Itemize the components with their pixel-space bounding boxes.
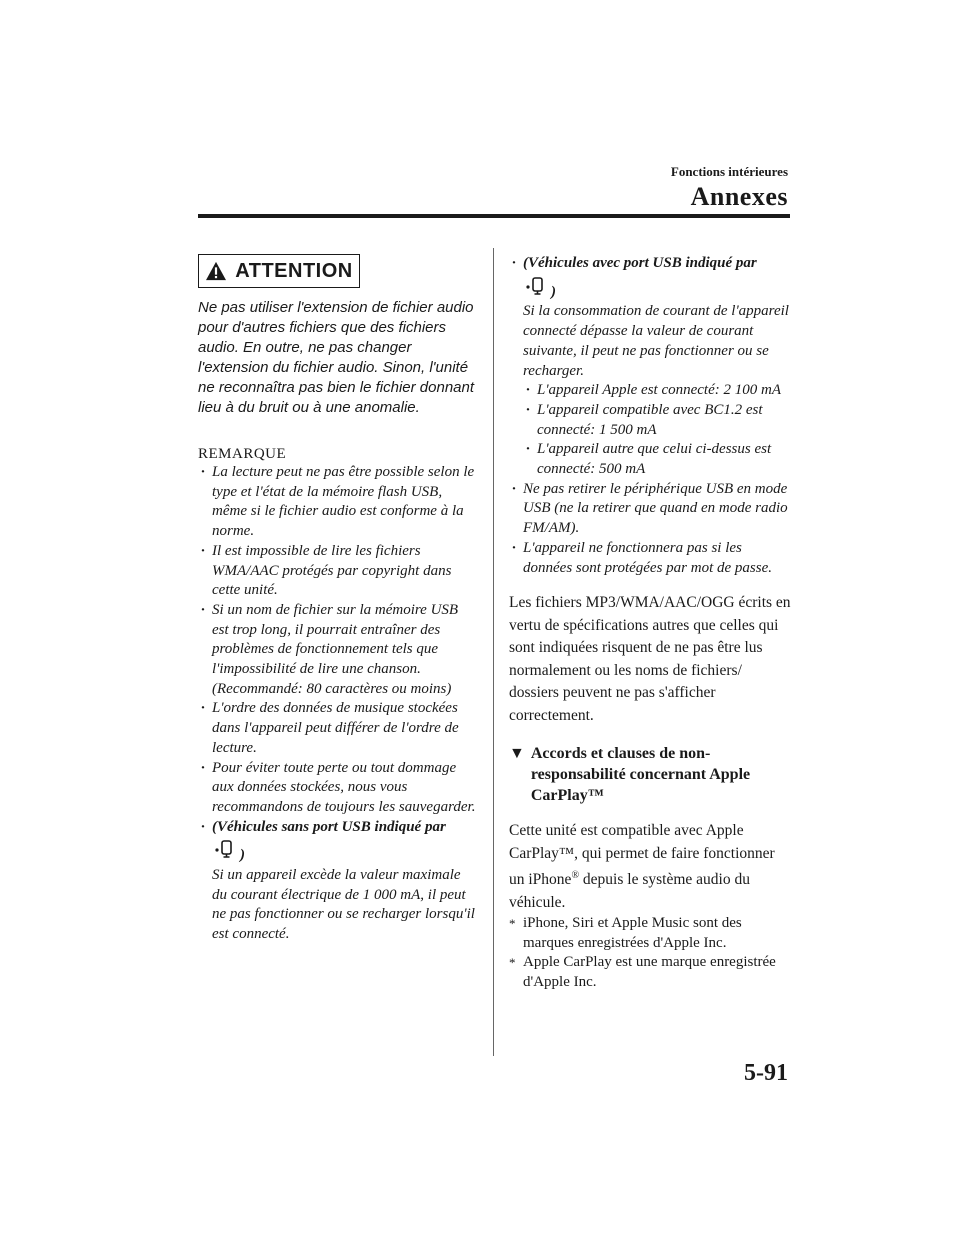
note-item: · L'ordre des données de musique stockées dans l'appareil peut différer de l'ordre de lecture.	[198, 699, 478, 758]
current-sub-list	[509, 381, 791, 480]
note-item-no-port	[198, 818, 478, 945]
with-port-text: Si la consommation de courant de l'appareil connecté dépasse la valeur de courant suivante, il peut ne pas fonctionner ou se recharger.	[523, 303, 789, 379]
asterisk-icon: *	[509, 916, 516, 932]
right-column	[509, 254, 791, 992]
note-list	[198, 463, 478, 945]
current-sub-item: · L'appareil compatible avec BC1.2 est connecté: 1 500 mA	[523, 401, 791, 440]
registered-mark: ®	[571, 870, 580, 882]
trademark-item: * iPhone, Siri et Apple Music sont des marques enregistrées d'Apple Inc.	[509, 915, 742, 951]
file-format-paragraph: Les fichiers MP3/WMA/AAC/OGG écrits en vertu de spécifications autres que celles qui sont indiquées risquent de ne pas être lus normalement ou les noms de fichiers/ dossiers peuvent ne pas s'afficher correctement.	[509, 594, 791, 724]
attention-box	[198, 254, 360, 288]
carplay-heading-text: Accords et clauses de non-responsabilité concernant Apple CarPlay™	[530, 745, 751, 805]
right-note-item: · L'appareil ne fonctionnera pas si les données sont protégées par mot de passe.	[509, 539, 791, 578]
usb-port-icon	[525, 276, 551, 296]
right-list-top	[509, 254, 791, 381]
header-rule	[198, 214, 790, 218]
with-port-title: (Véhicules avec port USB indiqué par	[523, 255, 757, 271]
right-list-bottom	[509, 480, 791, 579]
attention-text: Ne pas utiliser l'extension de fichier audio pour d'autres fichiers que des fichiers audio. En outre, ne pas changer l'extension du fichier audio. Sinon, l'unité ne reconnaîtra pas bien le fichier donnant lieu à du bruit ou à une anomalie.	[198, 299, 475, 416]
column-divider	[493, 248, 494, 1056]
no-port-text: Si un appareil excède la valeur maximale du courant électrique de 1 000 mA, il peut ne pas fonctionner ou se recharger lorsqu'il est connecté.	[212, 867, 475, 943]
header-title: Annexes	[690, 182, 788, 211]
no-port-title: (Véhicules sans port USB indiqué par	[212, 818, 446, 835]
note-item: · Pour éviter toute perte ou tout dommage aux données stockées, nous vous recommandons de toujours les sauvegarder.	[198, 759, 478, 818]
no-port-close: )	[240, 847, 245, 864]
carplay-paragraph: Cette unité est compatible avec Apple CarPlay™, qui permet de faire fonctionner un iPhone® depuis le système audio du véhicule.	[509, 822, 775, 911]
current-sub-item: · L'appareil Apple est connecté: 2 100 mA	[523, 381, 791, 401]
trademark-item: * Apple CarPlay est une marque enregistrée d'Apple Inc.	[509, 954, 776, 990]
carplay-section-heading	[509, 743, 791, 806]
page-number: 5-91	[744, 1060, 788, 1086]
usb-port-icon	[214, 839, 240, 859]
header-section: Fonctions intérieures	[670, 164, 788, 179]
note-heading: REMARQUE	[198, 446, 287, 462]
right-note-item: · Ne pas retirer le périphérique USB en mode USB (ne la retirer que quand en mode radio FM/AM).	[509, 480, 791, 539]
with-port-close: )	[551, 283, 556, 300]
triangle-marker-icon: ▼	[509, 745, 525, 763]
left-column	[198, 254, 478, 945]
attention-label: ATTENTION	[235, 259, 353, 282]
current-sub-item: · L'appareil autre que celui ci-dessus est connecté: 500 mA	[523, 440, 791, 479]
asterisk-icon: *	[509, 955, 516, 971]
warning-icon	[205, 261, 227, 281]
note-item: · Si un nom de fichier sur la mémoire USB est trop long, il pourrait entraîner des problèmes de fonctionnement tels que l'impossibilité de lire une chanson. (Recommandé: 80 caractères ou moins)	[198, 601, 478, 700]
with-port-item	[509, 254, 791, 381]
note-item: · Il est impossible de lire les fichiers WMA/AAC protégés par copyright dans cette unité.	[198, 542, 478, 601]
trademark-list	[509, 914, 791, 992]
note-item: · La lecture peut ne pas être possible selon le type et l'état de la mémoire flash USB, même si le fichier audio est conforme à la norme.	[198, 463, 478, 542]
